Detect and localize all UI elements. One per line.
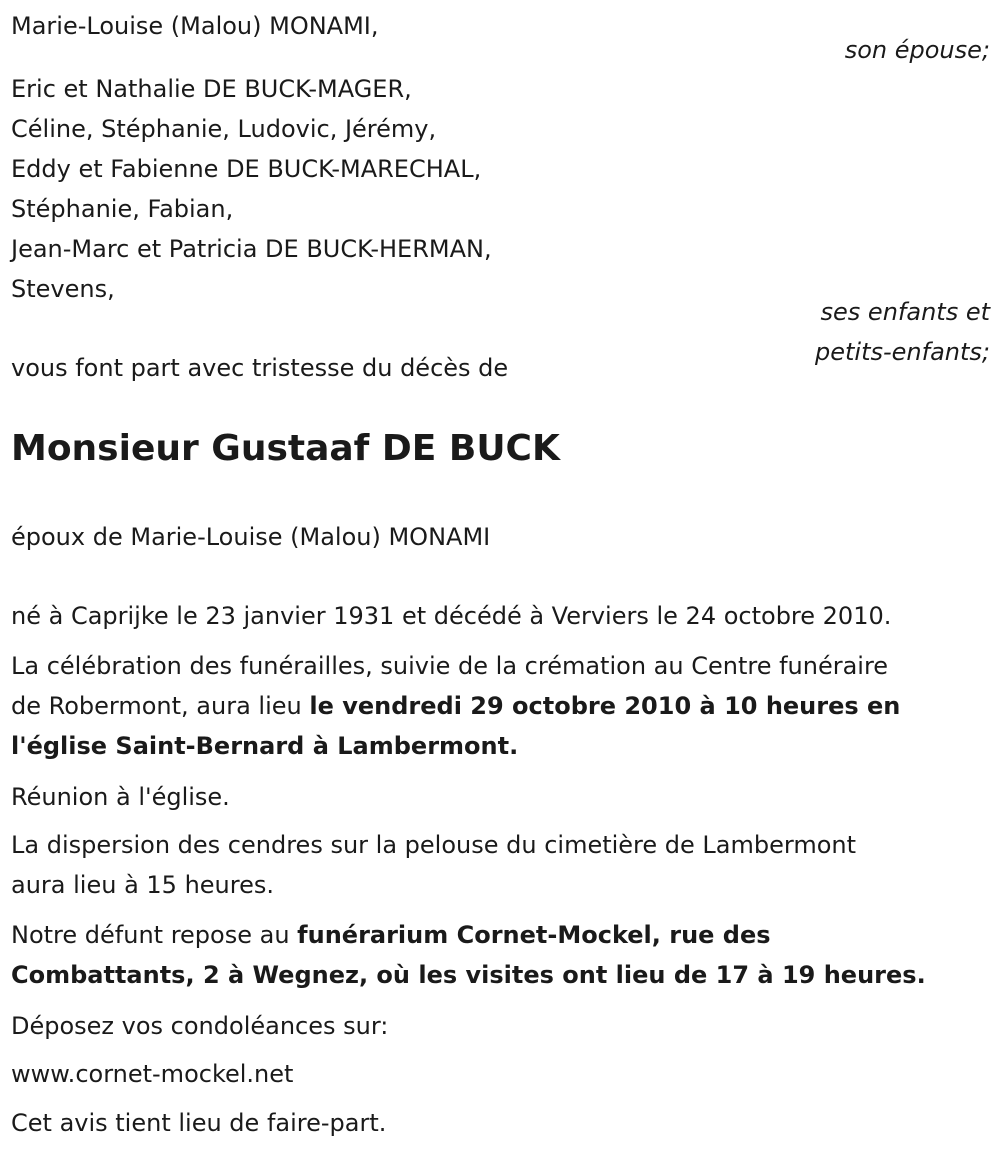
child-line-2: Céline, Stéphanie, Ludovic, Jérémy, — [11, 115, 437, 143]
ceremony-line2-plain: de Robermont, aura lieu — [11, 692, 310, 720]
ceremony-line3-bold: l'église Saint-Bernard à Lambermont. — [11, 732, 519, 760]
spouse-of: époux de Marie-Louise (Malou) MONAMI — [11, 523, 491, 551]
repose-line1 — [11, 920, 771, 950]
repose-bold1: funérarium Cornet-Mockel, rue des — [297, 921, 771, 949]
dispersion-line1: La dispersion des cendres sur la pelouse du cimetière de Lambermont — [11, 831, 857, 859]
ceremony-line2-bold: le vendredi 29 octobre 2010 à 10 heures en — [309, 692, 901, 720]
reunion: Réunion à l'église. — [11, 783, 230, 811]
child-line-4: Stéphanie, Fabian, — [11, 195, 234, 223]
child-line-1: Eric et Nathalie DE BUCK-MAGER, — [11, 75, 412, 103]
child-line-5: Jean-Marc et Patricia DE BUCK-HERMAN, — [11, 235, 492, 263]
repose-bold2: Combattants, 2 à Wegnez, où les visites ont lieu de 17 à 19 heures. — [11, 961, 926, 989]
child-line-3: Eddy et Fabienne DE BUCK-MARECHAL, — [11, 155, 482, 183]
children-role-line1: ses enfants et — [820, 298, 990, 326]
children-role-line2: petits-enfants; — [815, 338, 990, 366]
website-link[interactable]: www.cornet-mockel.net — [11, 1060, 294, 1088]
notice-text: Cet avis tient lieu de faire-part. — [11, 1109, 387, 1137]
repose-line2 — [11, 960, 926, 990]
ceremony-line2 — [11, 691, 900, 721]
condolences-text: Déposez vos condoléances sur: — [11, 1012, 389, 1040]
child-line-6: Stevens, — [11, 275, 115, 303]
intro-text: vous font part avec tristesse du décès de — [11, 354, 509, 382]
spouse-name: Marie-Louise (Malou) MONAMI, — [11, 12, 379, 40]
spouse-role: son épouse; — [844, 36, 990, 64]
ceremony-line1: La célébration des funérailles, suivie de la crémation au Centre funéraire — [11, 652, 889, 680]
deceased-name: Monsieur Gustaaf DE BUCK — [11, 428, 560, 469]
repose-plain: Notre défunt repose au — [11, 921, 298, 949]
born-died: né à Caprijke le 23 janvier 1931 et décédé à Verviers le 24 octobre 2010. — [11, 602, 892, 630]
dispersion-line2: aura lieu à 15 heures. — [11, 871, 274, 899]
ceremony-line3 — [11, 731, 518, 761]
